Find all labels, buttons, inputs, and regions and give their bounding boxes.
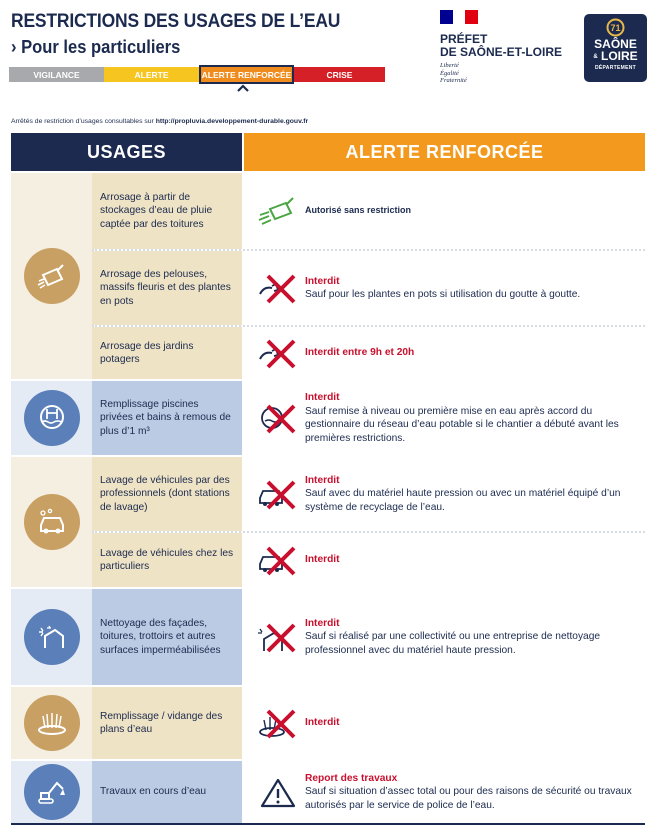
svg-text:71: 71 [610, 23, 621, 33]
note-text: Arrêtés de restriction d’usages consultables sur [11, 118, 156, 125]
prefecture-logo [440, 10, 580, 85]
status-text: Interdit [305, 275, 340, 287]
group-lavage [11, 455, 645, 587]
column-alerte-header: ALERTE RENFORCÉE [244, 133, 645, 171]
motto-fraternite: Fraternité [440, 77, 467, 84]
car-wash-forbidden-icon [254, 542, 302, 578]
watering-can-icon [254, 193, 302, 229]
car-wash-icon [24, 494, 80, 550]
department-emblem-icon [606, 18, 625, 37]
excavator-icon [24, 764, 80, 820]
prefecture-line2: DE SAÔNE-ET-LOIRE [440, 45, 563, 59]
french-flag-icon [440, 10, 478, 24]
prefecture-line1: PRÉFET [440, 32, 488, 46]
usage-label: Arrosage des jardins potagers [92, 327, 244, 379]
page-subtitle: › Pour les particuliers [11, 37, 181, 57]
propluvia-link[interactable]: http://propluvia.developpement-durable.gouv.fr [155, 118, 309, 125]
table-row [92, 761, 645, 823]
table-row [92, 381, 645, 455]
usage-label: Arrosage à partir de stockages d’eau de pluie captée par des toitures [92, 173, 244, 249]
level-alerte: ALERTE [104, 67, 199, 82]
usage-label: Arrosage des pelouses, massifs fleuris et des plantes en pots [92, 251, 244, 325]
table-bottom-rule [11, 823, 645, 825]
facade-cleaning-icon [24, 609, 80, 665]
status-text: Interdit [305, 617, 340, 629]
column-usages-header: USAGES [11, 133, 244, 171]
group-arrosage [11, 171, 645, 379]
table-row [92, 457, 645, 531]
hose-forbidden-icon [254, 335, 302, 371]
group-piscines [11, 379, 645, 455]
facade-forbidden-icon [254, 619, 302, 655]
department-line1: SAÔNE [594, 37, 637, 51]
group-travaux [11, 759, 645, 823]
table-row [92, 531, 645, 587]
status-text: Autorisé sans restriction [305, 205, 412, 216]
usage-label: Travaux en cours d’eau [92, 761, 244, 823]
car-wash-forbidden-icon [254, 476, 302, 512]
usage-label: Remplissage piscines privées et bains à remous de plus d’1 m³ [92, 381, 244, 455]
status-detail: Sauf si réalisé par une collectivité ou une entreprise de nettoyage professionnel avec du matériel haute pression. [305, 631, 601, 656]
status-text: Interdit [305, 554, 340, 566]
group-plans-eau [11, 685, 645, 759]
status-detail: Sauf pour les plantes en pots si utilisation du goutte à goutte. [305, 289, 581, 300]
pool-icon [24, 390, 80, 446]
table-row [92, 173, 645, 249]
alert-level-scale [9, 67, 385, 82]
status-detail: Sauf remise à niveau ou première mise en eau après accord du gestionnaire du réseau d’eau potable si le chantier a débuté avant les premières restrictions. [305, 405, 619, 444]
propluvia-note [11, 118, 308, 125]
chevron-up-icon [237, 84, 249, 92]
table-row [92, 249, 645, 325]
restrictions-table [11, 133, 645, 825]
level-crise: CRISE [294, 67, 385, 82]
usage-label: Nettoyage des façades, toitures, trottoirs et autres surfaces imperméabilisées [92, 589, 244, 685]
usage-label: Remplissage / vidange des plans d’eau [92, 687, 244, 759]
hose-forbidden-icon [254, 270, 302, 306]
department-line2: LOIRE [601, 49, 638, 63]
usage-label: Lavage de véhicules chez les particuliers [92, 533, 244, 587]
status-text: Interdit entre 9h et 20h [305, 347, 415, 359]
motto-liberte: Liberté [440, 62, 459, 69]
motto-egalite: Égalité [440, 69, 459, 77]
warning-icon [254, 774, 302, 810]
status-detail: Sauf si situation d’assec total ou pour des raisons de sécurité ou travaux autorisés par le service de police de l’eau. [305, 786, 632, 811]
table-row [92, 687, 645, 759]
pond-forbidden-icon [254, 705, 302, 741]
department-logo [584, 14, 647, 82]
table-row [92, 325, 645, 379]
usage-label: Lavage de véhicules par des professionnels (dont stations de lavage) [92, 457, 244, 531]
level-vigilance: VIGILANCE [9, 67, 104, 82]
pond-icon [24, 695, 80, 751]
level-alerte-renforcee: ALERTE RENFORCÉE [199, 65, 294, 84]
table-row [92, 589, 645, 685]
page-title: RESTRICTIONS DES USAGES DE L’EAU [11, 11, 341, 32]
pool-forbidden-icon [254, 400, 302, 436]
status-text: Report des travaux [305, 772, 398, 784]
status-text: Interdit [305, 717, 340, 729]
department-amp: & [593, 53, 598, 60]
department-line3: DÉPARTEMENT [595, 64, 636, 71]
status-text: Interdit [305, 474, 340, 486]
status-text: Interdit [305, 392, 340, 403]
group-nettoyage [11, 587, 645, 685]
watering-can-icon [24, 248, 80, 304]
status-detail: Sauf avec du matériel haute pression ou avec un matériel équipé d’un système de recyclage de l’eau. [305, 488, 621, 513]
